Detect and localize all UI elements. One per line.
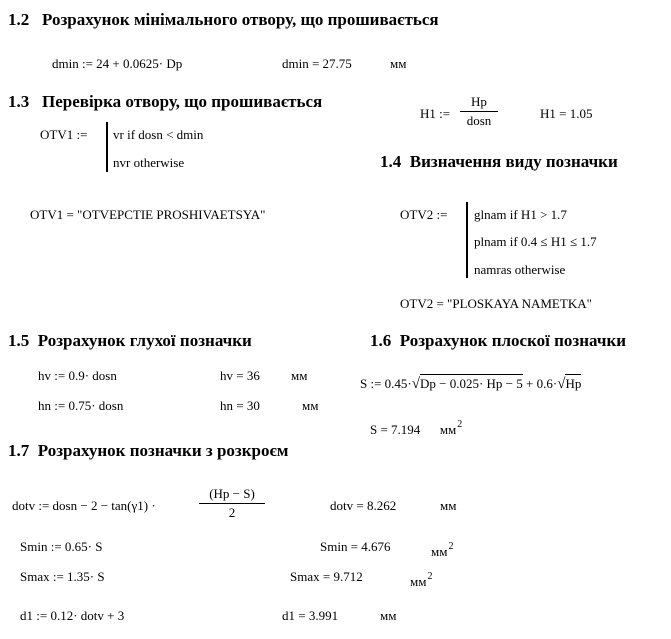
s-result[interactable]	[370, 417, 462, 438]
dotv-lhs: dotv := dosn − 2 − tan	[12, 498, 128, 513]
otv2-result[interactable]: OTV2 = "PLOSKAYA NAMETKA"	[400, 296, 592, 311]
s-value: S = 7.194	[370, 422, 421, 437]
d1-definition[interactable]: d1 := 0.12· dotv + 3	[20, 608, 125, 623]
section-1-5-heading	[8, 331, 252, 351]
smax-definition[interactable]: Smax := 1.35· S	[20, 569, 105, 584]
unit-text: мм	[410, 574, 427, 589]
smin-unit	[431, 539, 453, 560]
s-lhs: S := 0.45·	[360, 376, 412, 391]
smax-result[interactable]: Smax = 9.712	[290, 569, 363, 584]
sqrt-radicand-2: Hp	[565, 376, 582, 391]
section-title: Визначення виду позначки	[409, 152, 618, 171]
sqrt-icon: √	[557, 376, 566, 392]
h1-lhs[interactable]: H1 :=	[420, 106, 451, 121]
section-1-6-heading	[370, 331, 626, 351]
dotv-denominator: 2	[228, 505, 236, 520]
section-title: Розрахунок позначки з розкроєм	[37, 441, 289, 460]
hv-definition[interactable]: hv := 0.9· dosn	[38, 368, 117, 383]
h1-result[interactable]: H1 = 1.05	[540, 106, 593, 121]
unit-text: мм	[431, 544, 448, 559]
hn-result[interactable]: hn = 30	[220, 398, 260, 413]
dmin-unit: мм	[390, 56, 407, 71]
s-unit: мм	[439, 422, 457, 437]
section-title: Розрахунок плоскої позначки	[399, 331, 627, 350]
smax-unit	[410, 569, 432, 590]
dmin-result[interactable]: dmin = 27.75	[282, 56, 352, 71]
h1-fraction[interactable]	[460, 94, 498, 129]
d1-unit: мм	[380, 608, 397, 623]
section-1-7-heading	[8, 441, 288, 461]
unit-exponent: 2	[427, 571, 433, 582]
dotv-result[interactable]: dotv = 8.262	[330, 498, 397, 513]
dotv-fraction	[199, 486, 265, 521]
dotv-arg: (γ1)	[127, 498, 149, 513]
otv1-case-1[interactable]: vr if dosn < dmin	[113, 127, 204, 142]
section-number: 1.2	[8, 10, 30, 29]
dotv-unit: мм	[440, 498, 457, 513]
fraction-bar	[199, 503, 265, 504]
otv2-case-2[interactable]: plnam if 0.4 ≤ H1 ≤ 1.7	[474, 234, 597, 249]
s-middle: + 0.6·	[526, 376, 558, 391]
otv1-bracket	[106, 122, 108, 172]
section-number: 1.7	[8, 441, 30, 460]
dmin-definition[interactable]: dmin := 24 + 0.0625· Dp	[52, 56, 183, 71]
sqrt-radicand-1: Dp − 0.025· Hp − 5	[420, 376, 523, 391]
section-1-3-heading	[8, 92, 322, 112]
s-unit-exponent: 2	[457, 419, 463, 430]
h1-denominator: dosn	[466, 113, 492, 128]
unit-exponent: 2	[448, 541, 454, 552]
otv2-lhs[interactable]: OTV2 :=	[400, 207, 448, 222]
hv-result[interactable]: hv = 36	[220, 368, 260, 383]
hv-unit: мм	[291, 368, 308, 383]
otv2-case-1[interactable]: glnam if H1 > 1.7	[474, 207, 567, 222]
otv1-case-2[interactable]: nvr otherwise	[113, 155, 185, 170]
s-definition[interactable]	[360, 374, 581, 392]
section-title: Розрахунок мінімального отвору, що прошивається	[42, 10, 439, 29]
hn-unit: мм	[302, 398, 319, 413]
section-number: 1.6	[370, 331, 392, 350]
dotv-definition[interactable]	[12, 498, 156, 514]
otv2-bracket	[466, 202, 468, 278]
section-number: 1.5	[8, 331, 30, 350]
smin-result[interactable]: Smin = 4.676	[320, 539, 391, 554]
section-number: 1.3	[8, 92, 30, 111]
otv1-result[interactable]: OTV1 = "OTVEPCTIE PROSHIVAETSYA"	[30, 207, 266, 222]
h1-numerator: Hp	[471, 94, 487, 109]
smin-definition[interactable]: Smin := 0.65· S	[20, 539, 103, 554]
fraction-bar	[460, 111, 498, 112]
hn-definition[interactable]: hn := 0.75· dosn	[38, 398, 124, 413]
section-number: 1.4	[380, 152, 402, 171]
d1-result[interactable]: d1 = 3.991	[282, 608, 339, 623]
section-1-4-heading	[380, 152, 618, 172]
sqrt-icon: √	[411, 376, 420, 392]
section-1-2-heading	[8, 10, 439, 30]
section-title: Розрахунок глухої позначки	[37, 331, 252, 350]
section-title: Перевірка отвору, що прошивається	[42, 92, 323, 111]
dotv-numerator: (Hp − S)	[209, 486, 255, 501]
otv1-lhs[interactable]: OTV1 :=	[40, 127, 88, 142]
dotv-dot: ·	[151, 498, 156, 513]
otv2-case-3[interactable]: namras otherwise	[474, 262, 566, 277]
